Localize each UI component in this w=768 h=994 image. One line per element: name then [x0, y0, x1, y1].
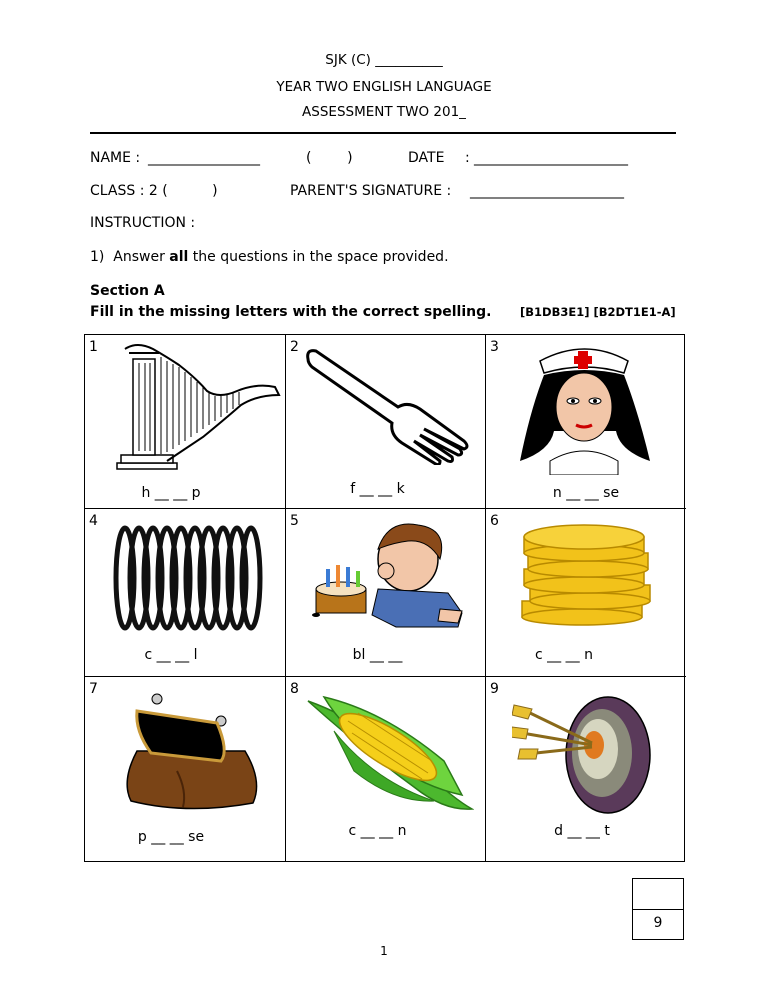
item-number: 3: [490, 339, 499, 355]
item-word: f __ __ k: [350, 481, 405, 497]
section-title: Section A: [90, 283, 165, 299]
item-number: 9: [490, 681, 499, 697]
page-number: 1: [380, 944, 388, 958]
coil-spring-icon: [113, 523, 263, 633]
coins-stack-icon: [518, 517, 658, 629]
harp-icon: [107, 339, 283, 471]
fork-icon: [304, 345, 474, 465]
item-number: 6: [490, 513, 499, 529]
item-word: d __ __ t: [554, 823, 610, 839]
item-cell-2: [286, 335, 486, 509]
item-number: 8: [290, 681, 299, 697]
item-number: 4: [89, 513, 98, 529]
item-number: 5: [290, 513, 299, 529]
corn-icon: [304, 691, 474, 815]
class-label: CLASS : 2 ( ): [90, 183, 218, 199]
item-word: h __ __ p: [141, 485, 201, 501]
parent-signature-field[interactable]: ______________________: [470, 183, 624, 199]
darts-board-icon: [512, 691, 662, 815]
item-cell-3: [486, 335, 686, 509]
score-total: 9: [653, 915, 663, 931]
name-index-field: ( ): [306, 150, 353, 166]
item-cell-5: [286, 509, 486, 677]
instruction-prefix: 1) Answer: [90, 249, 170, 265]
item-number: 7: [89, 681, 98, 697]
name-label: NAME :: [90, 150, 141, 166]
picture-grid: [84, 334, 685, 862]
subject-title: YEAR TWO ENGLISH LANGUAGE: [276, 79, 492, 95]
item-number: 2: [290, 339, 299, 355]
section-codes: [B1DB3E1] [B2DT1E1-A]: [520, 305, 676, 319]
assessment-title: ASSESSMENT TWO 201_: [302, 104, 466, 120]
item-cell-8: [286, 677, 486, 861]
boy-blowing-candles-icon: [308, 519, 468, 629]
date-label: DATE: [408, 150, 445, 166]
parent-signature-label: PARENT'S SIGNATURE :: [290, 183, 452, 199]
score-box: [632, 878, 684, 940]
item-number: 1: [89, 339, 98, 355]
instruction-heading: INSTRUCTION :: [90, 215, 196, 231]
score-divider: [633, 909, 683, 910]
instruction-suffix: the questions in the space provided.: [188, 249, 449, 265]
purse-icon: [117, 691, 263, 815]
item-cell-9: [486, 677, 686, 861]
instruction-item: [90, 249, 449, 265]
item-cell-7: [85, 677, 286, 861]
date-colon: :: [465, 150, 470, 166]
header-divider: [90, 132, 676, 134]
item-word: p __ __ se: [137, 829, 205, 845]
item-word: c __ __ l: [144, 647, 198, 663]
item-word: c __ __ n: [535, 647, 593, 663]
name-field[interactable]: ________________: [148, 150, 260, 166]
school-title: SJK (C) __________: [325, 52, 443, 68]
item-word: c __ __ n: [348, 823, 407, 839]
item-word: bl __ __: [352, 647, 403, 663]
instruction-bold: all: [169, 249, 189, 265]
section-task: Fill in the missing letters with the correct spelling.: [90, 304, 492, 320]
nurse-icon: [510, 341, 660, 475]
item-cell-1: [85, 335, 286, 509]
item-cell-6: [486, 509, 686, 677]
item-word: n __ __ se: [552, 485, 620, 501]
date-field[interactable]: ______________________: [474, 150, 628, 166]
item-cell-4: [85, 509, 286, 677]
